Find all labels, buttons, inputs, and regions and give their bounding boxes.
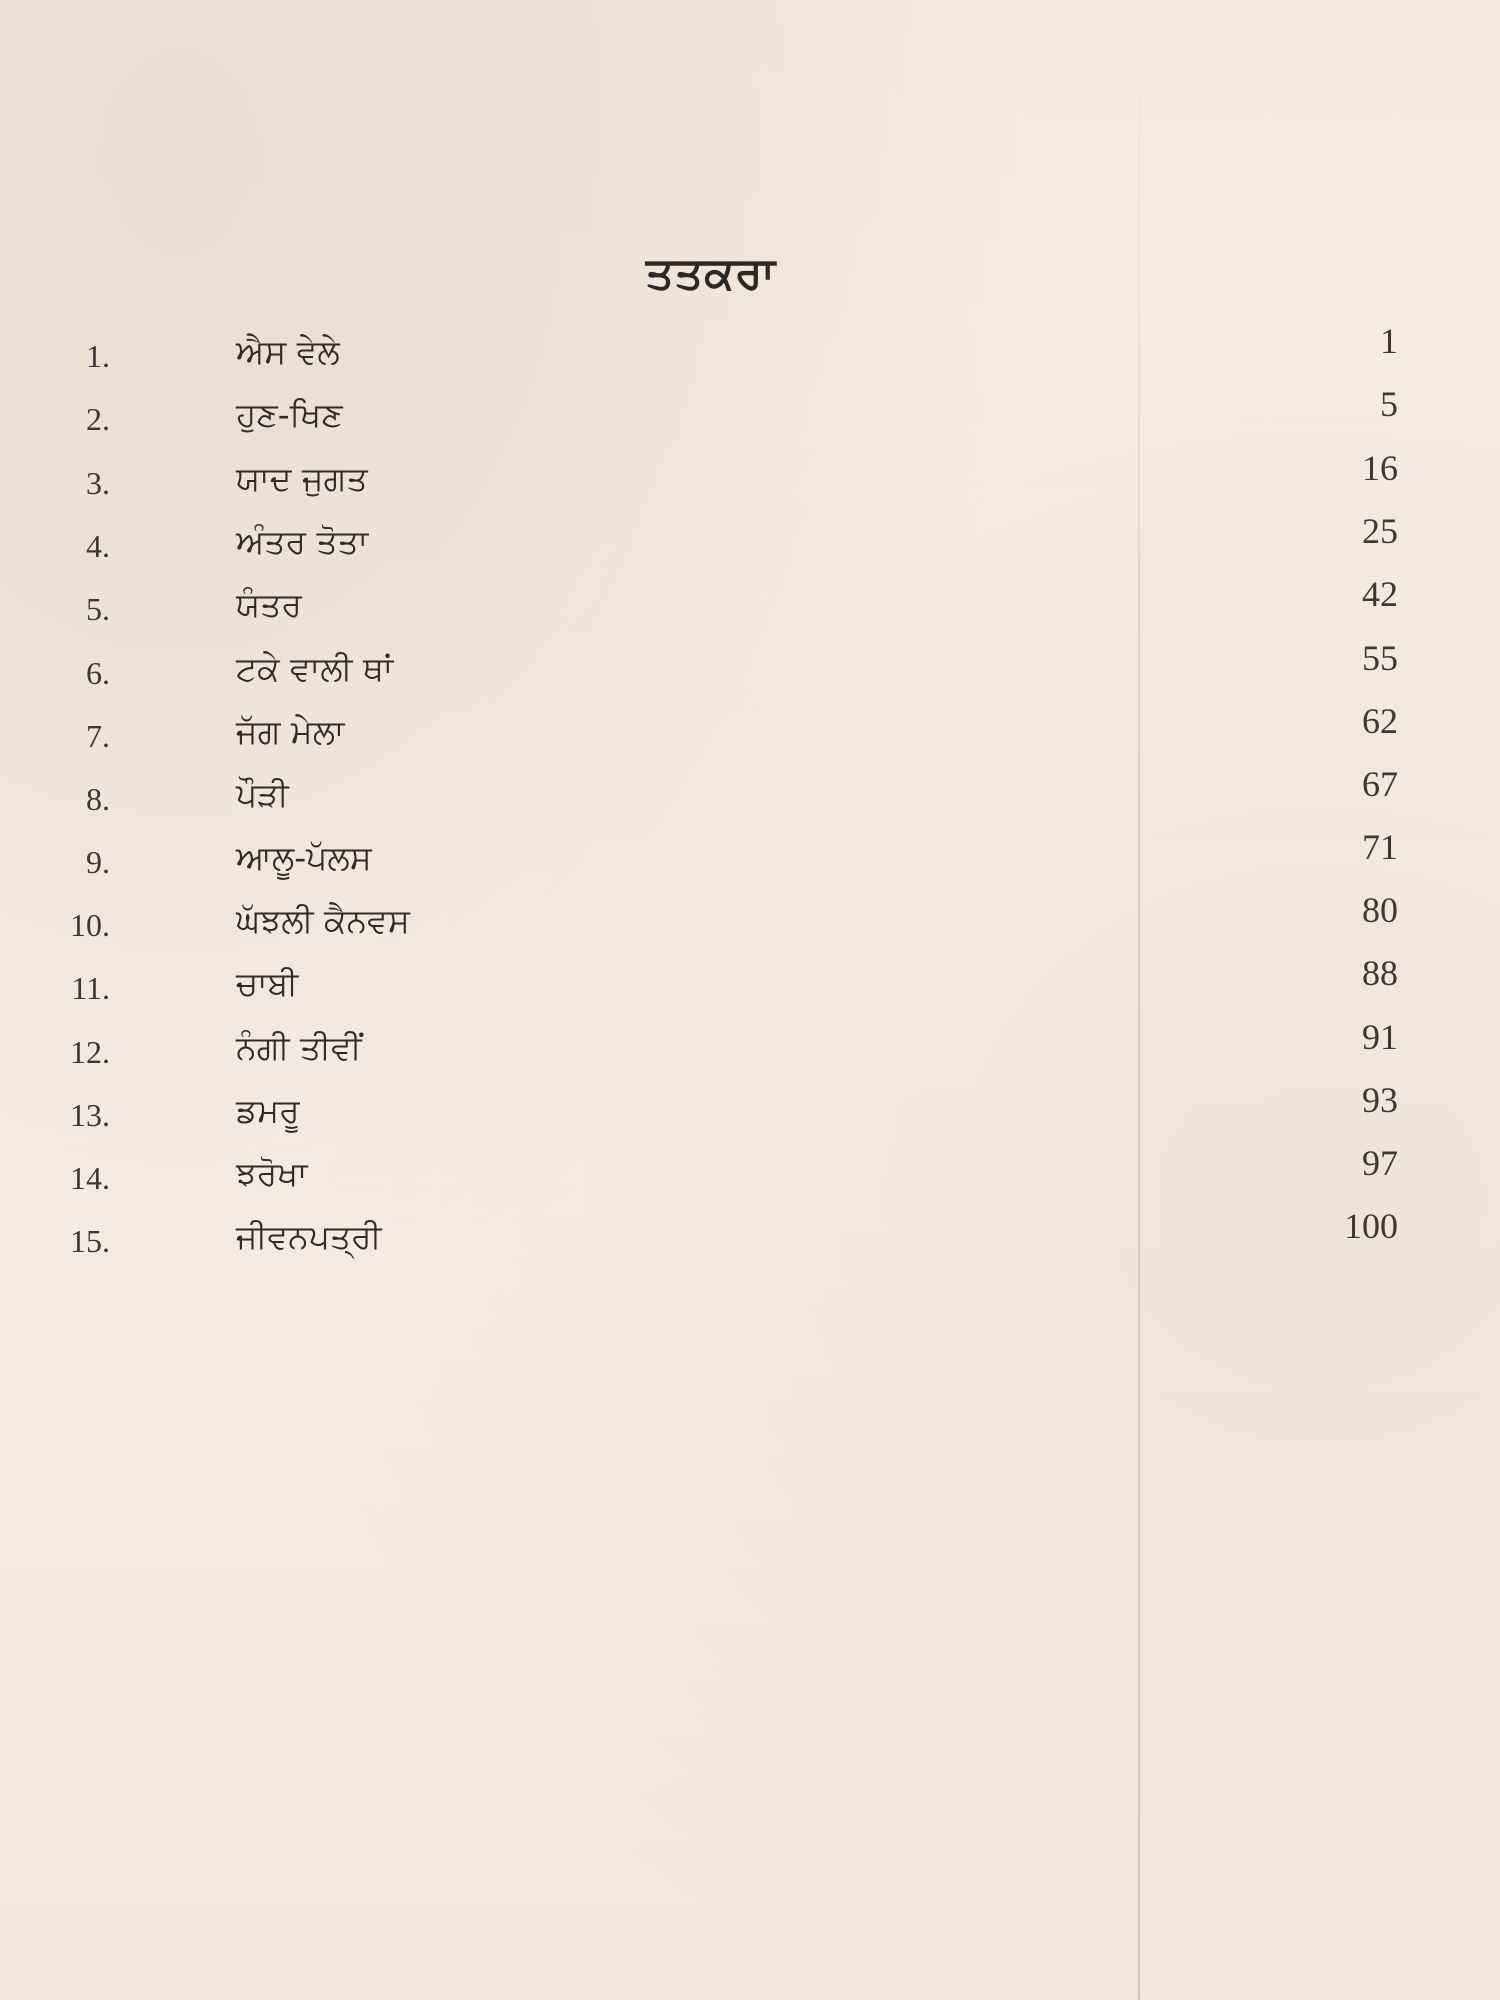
toc-entry bbox=[0, 574, 1500, 643]
toc-entry-number: 5. bbox=[86, 591, 110, 627]
toc-entry-number: 11. bbox=[71, 970, 110, 1006]
toc-entry-number: 3. bbox=[86, 465, 110, 501]
toc-entry-title: ਨੰਗੀ ਤੀਵੀਂ bbox=[236, 1028, 362, 1067]
toc-entry bbox=[0, 384, 1500, 453]
toc-entry-title: ਘੱਝਲੀ ਕੈਨਵਸ bbox=[236, 901, 410, 940]
toc-entry-title: ਯਾਦ ਜੁਗਤ bbox=[236, 459, 368, 498]
toc-entry-title: ਐਸ ਵੇਲੇ bbox=[236, 332, 340, 371]
toc-entry-page: 100 bbox=[1344, 1206, 1398, 1246]
toc-entry-number: 10. bbox=[70, 907, 110, 943]
toc-entry bbox=[0, 511, 1500, 580]
toc-entry-number: 9. bbox=[86, 844, 110, 880]
toc-entry-page: 88 bbox=[1362, 953, 1398, 993]
toc-entry-page: 80 bbox=[1362, 890, 1398, 930]
toc-entry-page: 62 bbox=[1362, 701, 1398, 741]
toc-entry-title: ਝਰੋਖਾ bbox=[236, 1154, 308, 1193]
toc-entry-number: 15. bbox=[70, 1223, 110, 1259]
toc-entry-number: 13. bbox=[70, 1097, 110, 1133]
toc-entry-title: ਆਲੂ-ਪੱਲਸ bbox=[236, 838, 372, 877]
toc-entry bbox=[0, 701, 1500, 770]
toc-entry-number: 2. bbox=[86, 401, 110, 437]
toc-entry-page: 55 bbox=[1362, 638, 1398, 678]
toc-entry-page: 67 bbox=[1362, 764, 1398, 804]
toc-entry bbox=[0, 1143, 1500, 1212]
toc-entry bbox=[0, 448, 1500, 517]
toc-entry bbox=[0, 1017, 1500, 1086]
toc-entry-page: 25 bbox=[1362, 511, 1398, 551]
toc-entry-number: 8. bbox=[86, 781, 110, 817]
toc-entry-title: ਜੱਗ ਮੇਲਾ bbox=[236, 712, 345, 751]
toc-entry-title: ਟਕੇ ਵਾਲੀ ਥਾਂ bbox=[236, 649, 394, 688]
toc-entry-page: 16 bbox=[1362, 448, 1398, 488]
toc-entry-number: 4. bbox=[86, 528, 110, 564]
toc-entry bbox=[0, 321, 1500, 390]
toc-entry-number: 1. bbox=[86, 338, 110, 374]
toc-entry-page: 42 bbox=[1362, 574, 1398, 614]
toc-entry-title: ਅੰਤਰ ਤੋਤਾ bbox=[236, 522, 369, 561]
page-title: ਤਤਕਰਾ bbox=[645, 248, 777, 299]
toc-entry-page: 93 bbox=[1362, 1080, 1398, 1120]
toc-entry-page: 5 bbox=[1380, 384, 1398, 424]
toc-entry-number: 14. bbox=[70, 1160, 110, 1196]
toc-entry-title: ਹੁਣ-ਖਿਣ bbox=[236, 395, 343, 434]
toc-entry-page: 1 bbox=[1380, 321, 1398, 361]
toc-entry-number: 6. bbox=[86, 655, 110, 691]
toc-entry bbox=[0, 1206, 1500, 1275]
toc-entry bbox=[0, 953, 1500, 1022]
toc-entry bbox=[0, 1080, 1500, 1149]
toc-entry-page: 71 bbox=[1362, 827, 1398, 867]
toc-entry-title: ਡਮਰੂ bbox=[236, 1091, 300, 1130]
toc-entry-title: ਯੰਤਰ bbox=[236, 585, 302, 624]
toc-entry-title: ਜੀਵਨਪਤ੍ਰੀ bbox=[236, 1217, 382, 1256]
toc-entry bbox=[0, 764, 1500, 833]
toc-entry bbox=[0, 827, 1500, 896]
toc-entry-page: 97 bbox=[1362, 1143, 1398, 1183]
toc-entry bbox=[0, 890, 1500, 959]
toc-entry-page: 91 bbox=[1362, 1017, 1398, 1057]
toc-entry-number: 7. bbox=[86, 718, 110, 754]
toc-entry-number: 12. bbox=[70, 1034, 110, 1070]
toc-entry-title: ਚਾਬੀ bbox=[236, 964, 299, 1003]
toc-entry-title: ਪੌੜੀ bbox=[236, 775, 289, 814]
toc-entry bbox=[0, 638, 1500, 707]
